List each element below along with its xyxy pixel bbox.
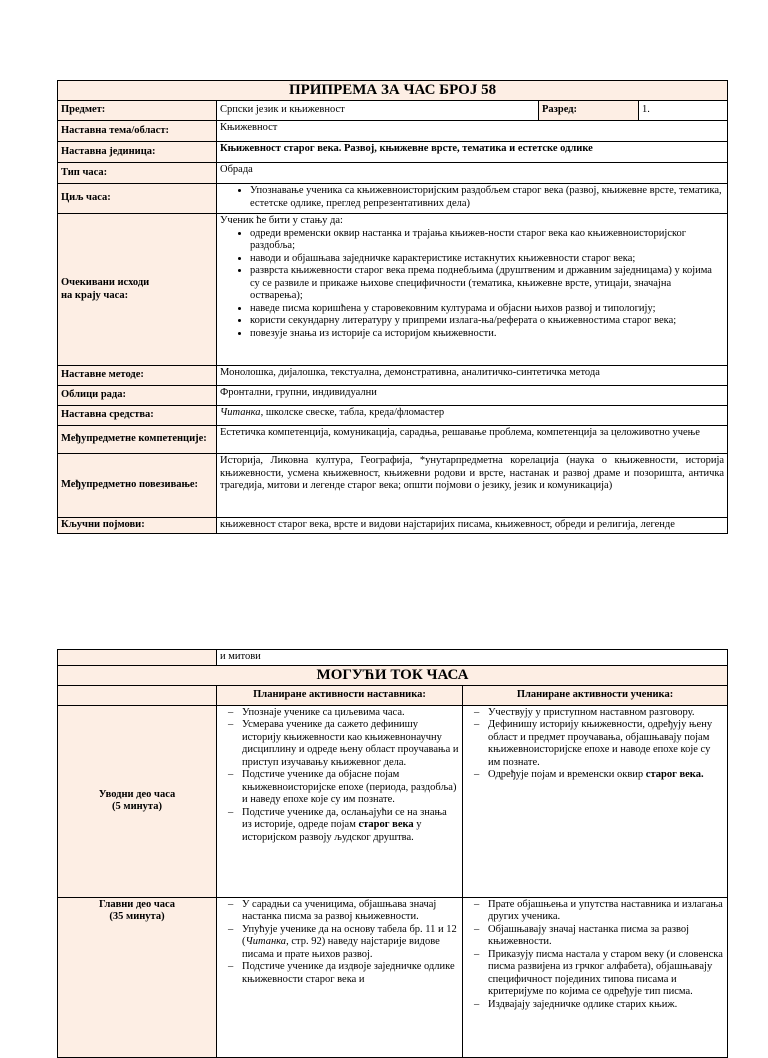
intro-teacher-activities	[217, 705, 463, 897]
competencies-value: Естетичка компетенција, комуникација, сарадња, решавање проблема, компетенција за целоживотно учење	[217, 426, 728, 454]
main-phase-title: Главни део часа	[98, 898, 176, 910]
subject-label: Предмет:	[58, 101, 217, 121]
forms-value: Фронтални, групни, индивидуални	[217, 386, 728, 406]
header-spacer	[58, 685, 217, 705]
list-item: – Подстиче ученике да издвоје заједничке одлике књижевности старог века и	[242, 961, 459, 986]
list-item: – Упознаје ученике са циљевима часа.	[242, 707, 459, 720]
topic-label: Наставна тема/област:	[58, 121, 217, 142]
unit-label: Наставна јединица:	[58, 142, 217, 163]
list-item: – Објашњавају значај настанка писма за развој књижевности.	[488, 924, 724, 949]
methods-label: Наставне методе:	[58, 366, 217, 386]
main-student-activities	[463, 897, 728, 1057]
type-label: Тип часа:	[58, 163, 217, 184]
list-item: – Издвајају заједничке одлике старих књиж.	[488, 999, 724, 1012]
prep-title: ПРИПРЕМА ЗА ЧАС БРОЈ 58	[58, 81, 728, 101]
flow-title: МОГУЋИ ТОК ЧАСА	[58, 665, 728, 685]
tools-rest: , школске свеске, табла, креда/фломастер	[260, 407, 445, 418]
main-teacher-activities	[217, 897, 463, 1057]
intro-teacher-list	[220, 707, 459, 845]
list-item: • разврста књижевности старог века према поднебљима (друштвеним и државним заједницама) у којима су се развиле и прикаже њихове специфичности (тематика, књижевне врсте, утицаји, значајна остварења);	[250, 265, 724, 303]
unit-value: Књижевност старог века. Развој, књижевне врсте, тематика и естетске одлике	[217, 142, 728, 163]
list-item: • Упознавање ученика са књижевноисторијским раздобљем старог века (развој, књижевне врсте, тематика, естетске одлике, преглед репрезентативних дела)	[250, 185, 724, 210]
list-item: • повезује знања из историје са историјом књижевности.	[250, 328, 724, 341]
lesson-prep-table	[57, 80, 728, 534]
type-value: Обрада	[217, 163, 728, 184]
list-item	[242, 924, 459, 962]
item-text: Одређује појам и временски оквир	[488, 769, 646, 780]
outcomes-value	[217, 214, 728, 366]
grade-label: Разред:	[539, 101, 639, 121]
competencies-label: Међупредметне компетенције:	[58, 426, 217, 454]
list-item: • наводи и објашњава заједничке карактеристике истакнутих књижевности старог века;	[250, 253, 724, 266]
methods-value: Монолошка, дијалошка, текстуална, демонстративна, аналитичко-синтетичка метода	[217, 366, 728, 386]
outcomes-label	[58, 214, 217, 366]
intro-phase-duration: (5 минута)	[112, 801, 162, 812]
main-phase-duration: (35 минута)	[109, 911, 165, 922]
teacher-activities-header: Планиране активности наставника:	[217, 685, 463, 705]
correlation-value: Историја, Ликовна култура, Географија, *унутарпредметна корелација (наука о књижевности, историја књижевности, усмена књижевност, књижевни родови и врсте, настанак и развој драме и позоришта, античка трагедија, митови и легенде старог века; општи појмови о језику, језик и комуникација)	[217, 454, 728, 518]
student-activities-header: Планиране активности ученика:	[463, 685, 728, 705]
textbook-title: Читанка	[220, 407, 261, 418]
forms-label: Облици рада:	[58, 386, 217, 406]
keywords-label: Кључни појмови:	[58, 518, 217, 534]
grade-value: 1.	[639, 101, 728, 121]
main-phase-label	[58, 897, 217, 1057]
list-item	[488, 769, 724, 782]
item-text: , стр. 92) наведу најстарије видове писама и прате њихов развој.	[242, 936, 440, 960]
item-text: Подстиче ученике да, ослањајући се на знања из историје, одреде појам	[242, 806, 447, 830]
correlation-label: Међупредметно повезивање:	[58, 454, 217, 518]
subject-value: Српски језик и књижевност	[217, 101, 539, 121]
goal-label: Циљ часа:	[58, 184, 217, 214]
list-item: – Прате објашњења и упутства наставника и излагања других ученика.	[488, 899, 724, 924]
intro-phase-title: Уводни део часа	[98, 788, 176, 800]
intro-student-activities	[463, 705, 728, 897]
list-item: – Усмерава ученике да сажето дефинишу историју књижевности као књижевнонаучну дисциплину и одреде њену област проучавања и приступ изучавању књижевног дела.	[242, 719, 459, 769]
item-italic: Читанка	[245, 936, 287, 947]
goal-value	[217, 184, 728, 214]
item-bold: старог века	[358, 819, 414, 830]
item-bold: старог века.	[645, 769, 704, 780]
topic-value: Књижевност	[217, 121, 728, 142]
outcomes-label-line2: на крају часа:	[61, 289, 129, 301]
outcomes-list	[220, 228, 724, 341]
tools-label: Наставна средства:	[58, 406, 217, 426]
list-item: – Учествују у приступном наставном разговору.	[488, 707, 724, 720]
intro-phase-label	[58, 705, 217, 897]
list-item	[242, 807, 459, 845]
goal-list	[220, 185, 724, 210]
list-item: • наведе писма коришћена у старовековним културама и објасни њихов развој и типологију;	[250, 303, 724, 316]
list-item: • користи секундарну литературу у припреми излага-ња/реферата о књижевностима старог века;	[250, 315, 724, 328]
main-student-list	[466, 899, 724, 1012]
list-item: – Дефинишу историју књижевности, одређују њену област и предмет проучавања, објашњавају појам књижевноисторијске епохе и наводе епохе које су им познате.	[488, 719, 724, 769]
lesson-flow-table	[57, 649, 728, 1058]
continuation-spacer	[58, 650, 217, 666]
intro-student-list	[466, 707, 724, 782]
outcomes-label-line1: Очекивани исходи	[61, 277, 150, 288]
main-teacher-list	[220, 899, 459, 987]
item-text: у историјском развоју људског друштва.	[242, 819, 422, 843]
list-item: – У сарадњи са ученицима, објашњава значај настанка писма за развој књижевности.	[242, 899, 459, 924]
outcomes-intro: Ученик ће бити у стању да:	[220, 215, 343, 226]
list-item: • одреди временски оквир настанка и трајања књижев-ности старог века као књижевноисторијског раздобља;	[250, 228, 724, 253]
list-item: – Приказују писма настала у старом веку (и словенска писма развијена из грчког алфабета), објашњавају специфичност појединих типова писама и критеријуме по којима се одређује тип писма.	[488, 949, 724, 999]
item-text: Упућује ученике да на основу табела бр. 11 и 12 (	[242, 923, 457, 947]
keywords-continuation: и митови	[217, 650, 728, 666]
tools-value	[217, 406, 728, 426]
keywords-value: књижевност старог века, врсте и видови најстаријих писама, књижевност, обреди и религија, легенде	[217, 518, 728, 534]
list-item: – Подстиче ученике да објасне појам књижевноисторијске епохе (периода, раздобља) и наведу епохе које су им познате.	[242, 769, 459, 807]
